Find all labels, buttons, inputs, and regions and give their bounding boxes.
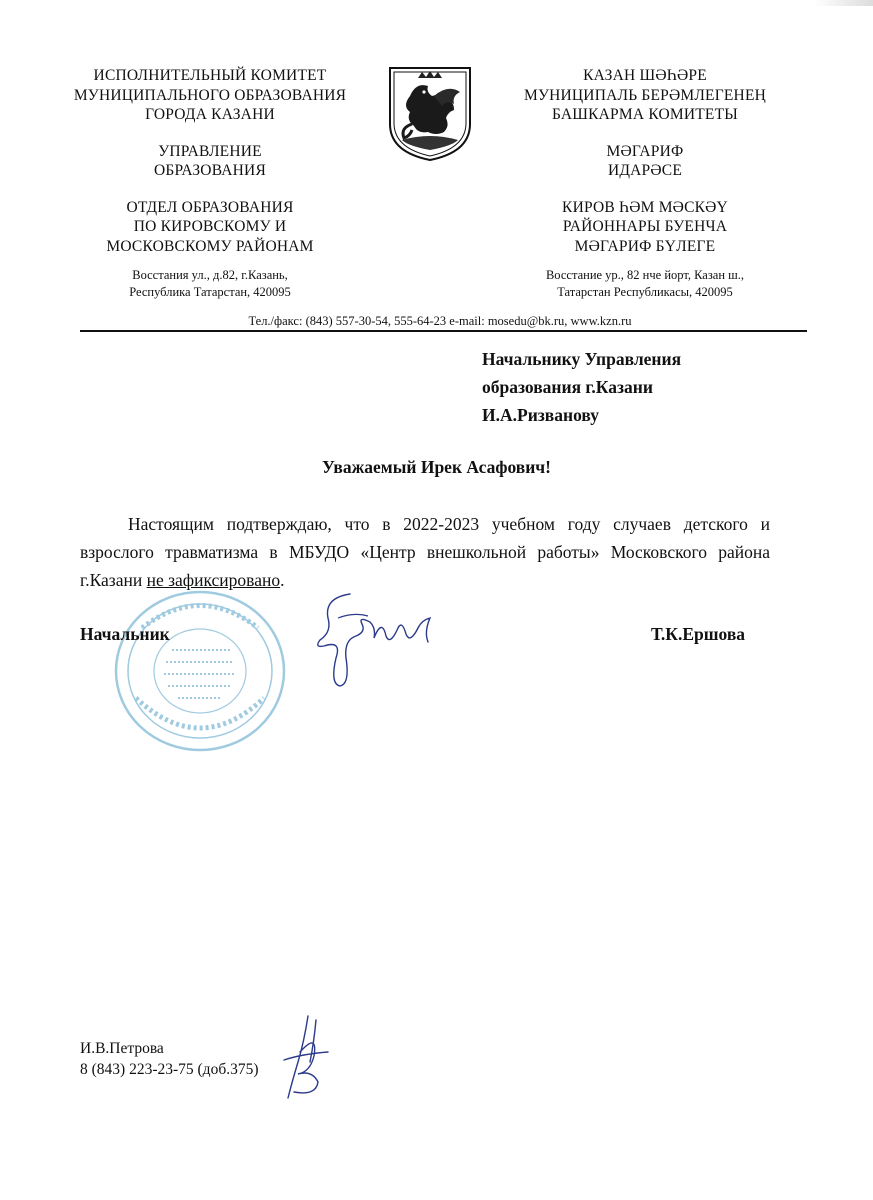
letter-body [80,510,770,594]
signer-role: Начальник [80,624,170,644]
header-right-division-line: КИРОВ ҺӘМ МӘСКӘҮ [562,198,728,216]
header-left-dept-line: ОБРАЗОВАНИЯ [154,162,266,179]
executor-initials-signature [278,1012,334,1102]
header-left-org-line: ИСПОЛНИТЕЛЬНЫЙ КОМИТЕТ [93,67,327,84]
header-right-column [500,66,790,301]
header-right-org-line: БАШКАРМА КОМИТЕТЫ [552,106,738,123]
header-left-org-line: ГОРОДА КАЗАНИ [145,106,275,123]
addressee-line: образования г.Казани [482,377,653,397]
header-right-dept [500,142,790,181]
body-text-underlined: не зафиксировано [146,570,281,590]
header-left-address [60,267,360,301]
header-right-dept-line: ИДАРӘСЕ [608,162,682,179]
header-right-address-line: Татарстан Республикасы, 420095 [557,285,733,299]
header-left-division-line: ОТДЕЛ ОБРАЗОВАНИЯ [126,198,294,216]
header-left-dept-line: УПРАВЛЕНИЕ [158,142,262,160]
signer-name: Т.К.Ершова [651,624,746,644]
addressee-line: И.А.Ризванову [482,405,600,425]
header-right-division-line: РАЙОННАРЫ БУЕНЧА [562,218,728,235]
kazan-coat-of-arms-icon [388,66,472,162]
header-left-address-line: Республика Татарстан, 420095 [129,285,291,299]
header-left-division-line: ПО КИРОВСКОМУ И [133,218,287,235]
body-text-main: Настоящим подтверждаю, что в 2022-2023 учебном году случаев детского и взрослого травматизма в МБУДО «Центр внешкольной работы» Московского района г.Казани [80,514,770,590]
header-right-dept-line: МӘГАРИФ [606,142,684,160]
header-left-dept [60,142,360,181]
executor-phone: 8 (843) 223-23-75 (доб.375) [80,1061,259,1078]
header-left-org-line: МУНИЦИПАЛЬНОГО ОБРАЗОВАНИЯ [73,86,347,104]
greeting: Уважаемый Ирек Асафович! [321,457,551,477]
body-text-end: . [280,570,285,590]
header-right-division [500,198,790,257]
header-left-address-line: Восстания ул., д.82, г.Казань, [132,268,288,282]
scan-edge-shadow [813,0,873,6]
body-paragraph [80,510,770,594]
header-right-division-line: МӘГАРИФ БҮЛЕГЕ [574,237,716,255]
header-right-address-line: Восстание ур., 82 нче йорт, Казан ш., [545,268,745,282]
header-right-address [500,267,790,301]
header-left-column [60,66,360,301]
header-left-division [60,198,360,257]
contact-line: Тел./факс: (843) 557-30-54, 555-64-23 e-mail: mosedu@bk.ru, www.kzn.ru [248,314,632,328]
header-right-org-line: КАЗАН ШӘҺӘРЕ [583,67,707,84]
header-right-org [500,66,790,125]
handwritten-signature [310,588,440,693]
header-divider [80,330,807,332]
official-seal-stamp [112,588,288,754]
executor-block [80,1038,259,1080]
addressee-block [482,345,681,429]
header-left-division-line: МОСКОВСКОМУ РАЙОНАМ [106,237,314,255]
header-right-org-line: МУНИЦИПАЛЬ БЕРӘМЛЕГЕНЕҢ [523,86,767,104]
addressee-line: Начальнику Управления [482,349,682,369]
executor-name: И.В.Петрова [80,1040,164,1057]
header-left-org [60,66,360,125]
